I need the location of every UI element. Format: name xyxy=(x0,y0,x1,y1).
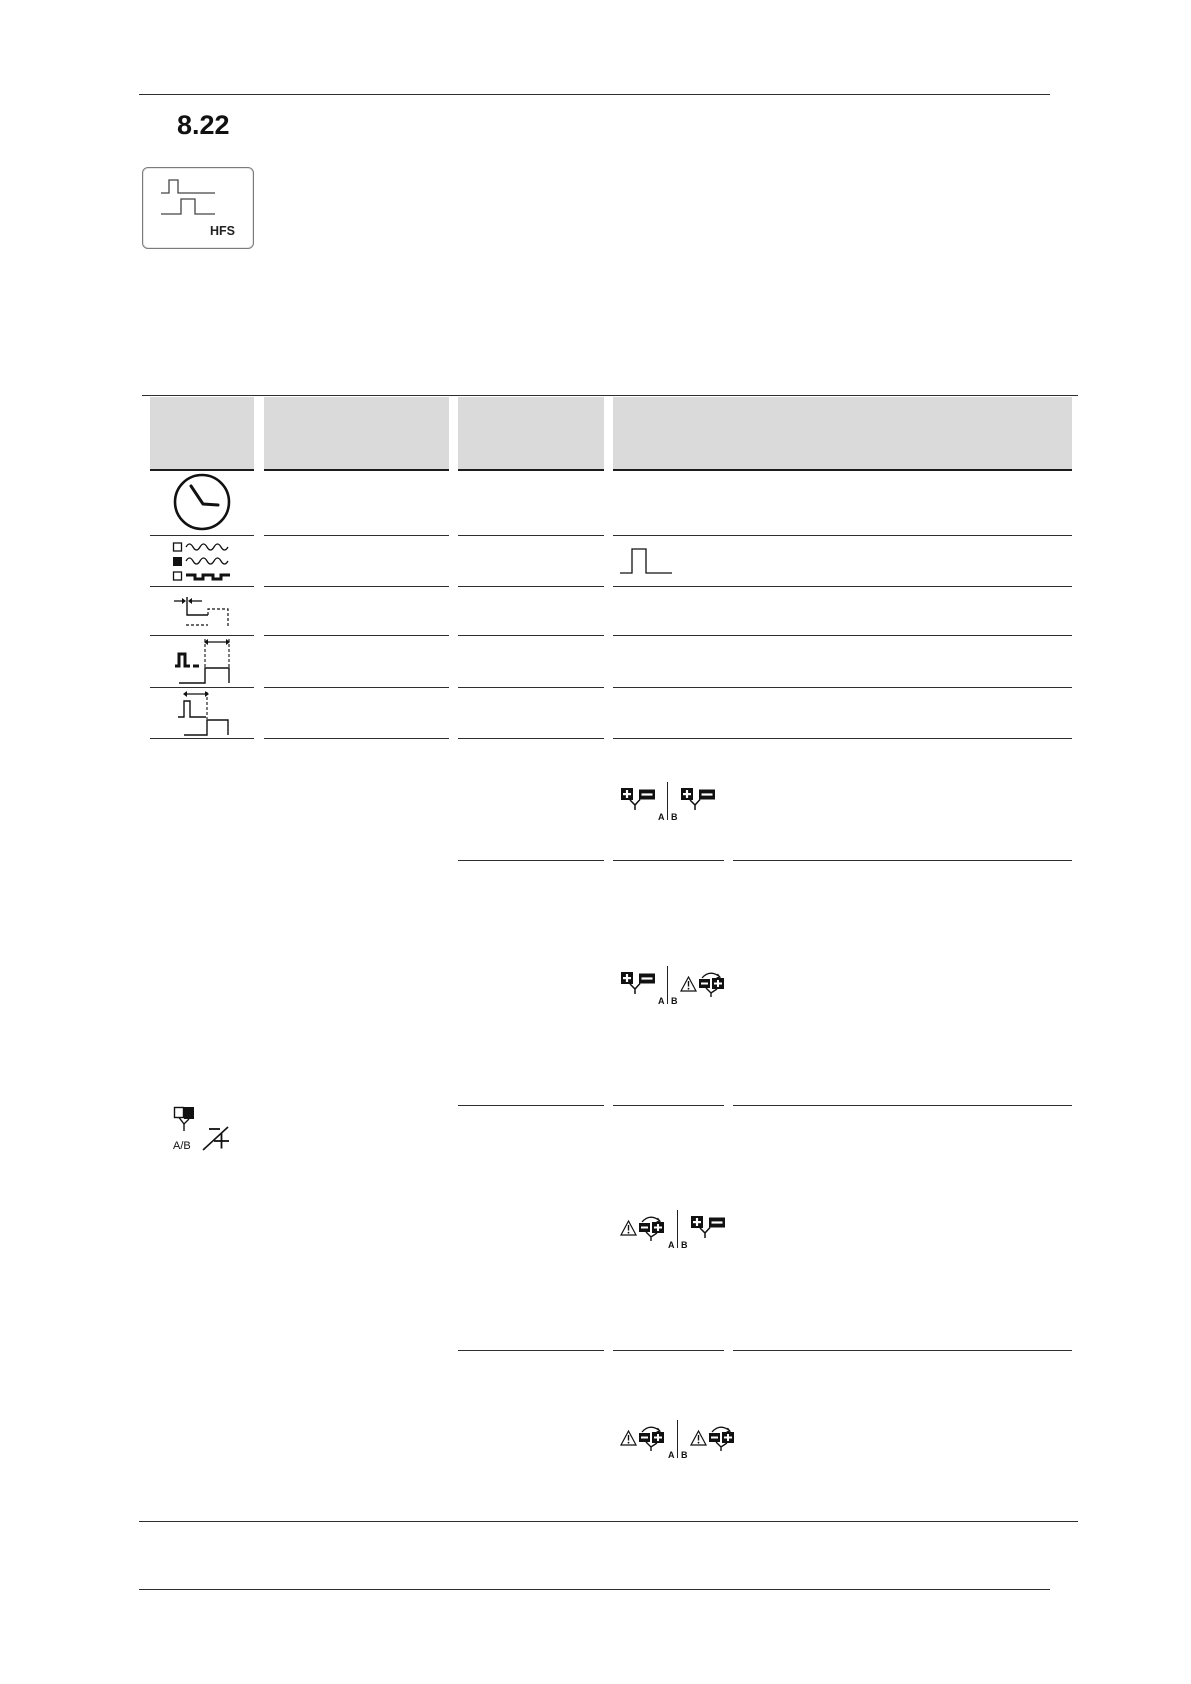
separator-line xyxy=(677,1420,678,1458)
row-divider xyxy=(458,1105,604,1106)
hfs-label: HFS xyxy=(209,223,235,238)
table-header-cell xyxy=(264,397,449,469)
ab-separator xyxy=(666,1420,690,1460)
footer-rule xyxy=(139,1589,1050,1590)
polarity-option xyxy=(620,966,726,1006)
hfs-mode-button xyxy=(142,167,254,249)
row-divider xyxy=(458,860,604,861)
polarity-option xyxy=(620,1420,736,1460)
row-divider xyxy=(458,586,604,587)
warning-reversed-icon xyxy=(620,1423,666,1451)
table-header-cell xyxy=(458,397,604,469)
table-top-rule xyxy=(142,395,1078,396)
side-b-label: B xyxy=(681,1450,688,1460)
row-divider xyxy=(613,586,1072,587)
row-divider xyxy=(150,535,254,536)
separator-line xyxy=(667,966,668,1004)
side-a-label: A xyxy=(668,1450,675,1460)
table-header-cell xyxy=(613,397,1072,469)
row-divider xyxy=(264,535,449,536)
row-divider xyxy=(733,1350,1072,1351)
header-divider xyxy=(150,469,254,471)
warning-reversed-icon xyxy=(620,1213,666,1241)
side-b-label: B xyxy=(671,812,678,822)
plus-minus-icon xyxy=(620,969,656,995)
row-divider xyxy=(264,586,449,587)
ab-separator xyxy=(666,1210,690,1250)
polarity-ab-icon xyxy=(173,1106,235,1152)
side-a-label: A xyxy=(658,996,665,1006)
row-divider xyxy=(150,586,254,587)
hfs-pulse-icon xyxy=(142,167,254,249)
plus-minus-icon xyxy=(620,785,656,811)
polarity-option xyxy=(620,1210,726,1250)
header-rule xyxy=(139,94,1050,95)
separator-line xyxy=(677,1210,678,1248)
row-divider xyxy=(264,738,449,739)
table-header-cell xyxy=(150,397,254,469)
side-a-label: A xyxy=(668,1240,675,1250)
square-pulse-icon xyxy=(620,547,676,575)
header-divider xyxy=(458,469,604,471)
row-divider xyxy=(264,635,449,636)
side-b-label: B xyxy=(681,1240,688,1250)
row-divider xyxy=(613,860,724,861)
row-divider xyxy=(458,535,604,536)
row-divider xyxy=(613,738,1072,739)
row-divider xyxy=(264,687,449,688)
row-divider xyxy=(613,687,1072,688)
ab-separator xyxy=(656,966,680,1006)
waveform-select-icon xyxy=(172,541,232,583)
row-divider xyxy=(150,738,254,739)
polarity-ab-label: A/B xyxy=(173,1140,191,1152)
side-b-label: B xyxy=(671,996,678,1006)
warning-reversed-icon xyxy=(690,1423,736,1451)
pulse-width-icon xyxy=(173,636,233,686)
row-divider xyxy=(613,635,1072,636)
row-divider xyxy=(458,1350,604,1351)
pulse-delay-icon xyxy=(172,595,232,629)
clock-icon xyxy=(172,472,232,532)
row-divider xyxy=(458,738,604,739)
side-a-label: A xyxy=(658,812,665,822)
header-divider xyxy=(613,469,1072,471)
section-number: 8.22 xyxy=(177,110,230,140)
pulse-period-icon xyxy=(176,689,232,737)
plus-minus-icon xyxy=(680,785,716,811)
separator-line xyxy=(667,782,668,820)
row-divider xyxy=(613,1105,724,1106)
row-divider xyxy=(458,635,604,636)
row-divider xyxy=(733,1105,1072,1106)
row-divider xyxy=(733,860,1072,861)
row-divider xyxy=(613,535,1072,536)
row-divider xyxy=(150,687,254,688)
warning-reversed-icon xyxy=(680,969,726,997)
ab-separator xyxy=(656,782,680,822)
polarity-option xyxy=(620,782,716,822)
table-bottom-rule xyxy=(139,1521,1078,1522)
row-divider xyxy=(613,1350,724,1351)
row-divider xyxy=(458,687,604,688)
header-divider xyxy=(264,469,449,471)
plus-minus-icon xyxy=(690,1213,726,1239)
